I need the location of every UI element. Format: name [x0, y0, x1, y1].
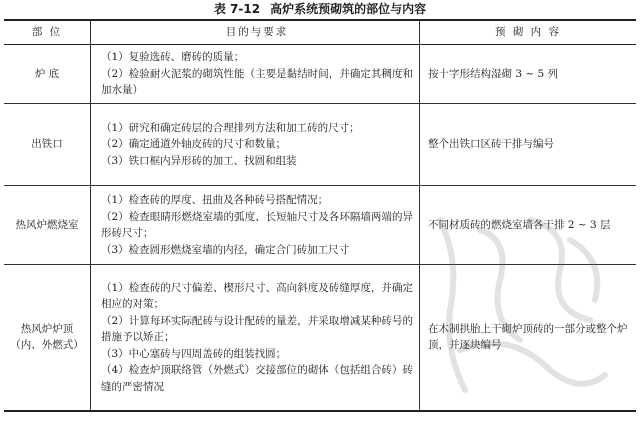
masonry-table — [4, 19, 636, 412]
purpose-item: （1）检查砖的尺寸偏差、楔形尺寸、高向斜度及砖缝厚度，并确定相应的对策； — [101, 281, 413, 310]
table-number: 表 7-12 — [213, 2, 261, 16]
purpose-item: （3）检查圆形燃烧室墙的内径，确定合门砖加工尺寸 — [101, 243, 350, 256]
purpose-item: （1）检查砖的厚度、扭曲及各种砖号搭配情况； — [101, 194, 329, 206]
purpose-item: （2）检查眼睛形燃烧室墙的弧度、长短轴尺寸及各环隔墙两端的异形砖尺寸； — [101, 210, 413, 239]
cell-part: 热风炉炉顶 （内、外燃式） — [4, 265, 91, 411]
purpose-item: （4）检查炉顶联络管（外燃式）交接部位的砌体（包括组合砖）砖缝的严密情况 — [101, 364, 413, 393]
cell-content: 按十字形结构湿砌 3 ~ 5 列 — [420, 45, 637, 104]
purpose-item: （2）计算每环实际配砖与设计配砖的量差，并采取增减某种砖号的措施予以矫正； — [101, 314, 413, 343]
cell-part: 炉 底 — [4, 45, 91, 104]
purpose-item: （1）复验选砖、磨砖的质量； — [101, 51, 245, 64]
cell-part: 热风炉燃烧室 — [4, 186, 91, 265]
table-header-row — [4, 20, 636, 45]
table-row — [4, 45, 636, 104]
header-part: 部 位 — [4, 20, 91, 45]
purpose-item: （3）中心塞砖与四周盖砖的组装找圆； — [101, 347, 287, 360]
header-content: 预 砌 内 容 — [420, 20, 637, 45]
table-title — [0, 2, 640, 16]
cell-purpose — [91, 104, 420, 186]
purpose-item: （2）检验耐火泥浆的砌筑性能（主要是黏结时间，并确定其稠度和加水量） — [101, 67, 413, 97]
cell-content: 整个出铁口区砖干排与编号 — [420, 104, 637, 186]
table-row — [4, 104, 636, 186]
cell-purpose — [91, 265, 420, 411]
cell-content: 在木制拱胎上干砌炉顶砖的一部分或整个炉顶，并逐块编号 — [420, 265, 637, 411]
cell-part: 出铁口 — [4, 104, 91, 186]
table-row — [4, 265, 636, 411]
purpose-item: （3）铁口框内异形砖的加工、找圆和组装 — [101, 154, 297, 167]
header-purpose: 目的与要求 — [91, 20, 420, 45]
cell-purpose — [91, 45, 420, 104]
cell-purpose — [91, 186, 420, 265]
table-row — [4, 186, 636, 265]
table-title-text: 高炉系统预砌筑的部位与内容 — [270, 2, 427, 16]
purpose-item: （2）确定通道外轴皮砖的尺寸和数量； — [101, 138, 287, 151]
purpose-item: （1）研究和确定砖层的合理排列方法和加工砖的尺寸； — [101, 121, 360, 134]
cell-content: 不同材质砖的燃烧室墙各干排 2 ~ 3 层 — [420, 186, 637, 265]
